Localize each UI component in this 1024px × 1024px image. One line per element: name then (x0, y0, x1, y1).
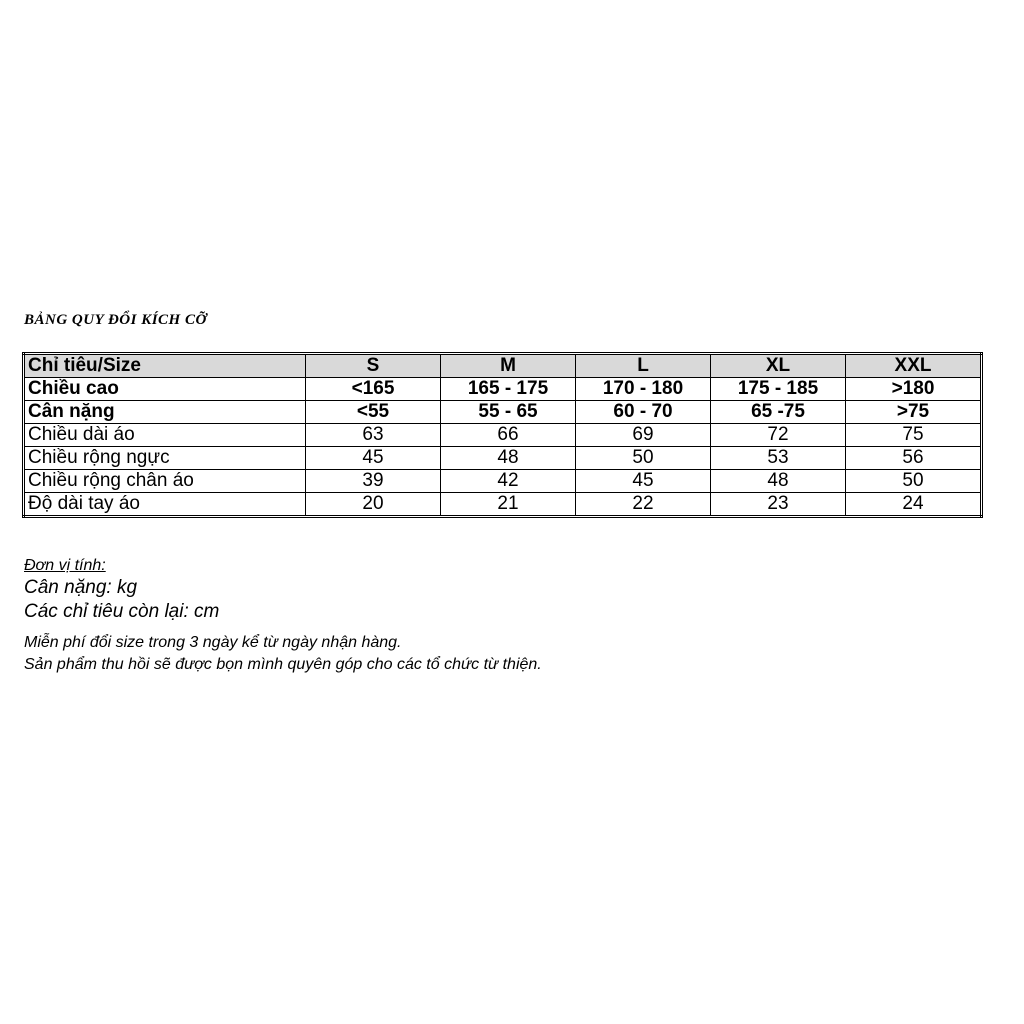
size-chart-table (22, 352, 983, 518)
table-cell: <55 (306, 401, 441, 424)
table-cell: 60 - 70 (576, 401, 711, 424)
table-cell: >180 (846, 378, 982, 401)
table-cell: 24 (846, 493, 982, 517)
notes-section (24, 556, 542, 676)
table-cell: 56 (846, 447, 982, 470)
table-cell: 23 (711, 493, 846, 517)
header-cell-label: Chỉ tiêu/Size (24, 354, 306, 378)
row-label: Chiều cao (24, 378, 306, 401)
table-cell: 175 - 185 (711, 378, 846, 401)
table-cell: 66 (441, 424, 576, 447)
header-cell-xxl: XXL (846, 354, 982, 378)
table-row-weight (24, 401, 982, 424)
table-cell: 75 (846, 424, 982, 447)
table-row-hem-width (24, 470, 982, 493)
table-cell: <165 (306, 378, 441, 401)
table-cell: 45 (576, 470, 711, 493)
row-label: Chiều rộng ngực (24, 447, 306, 470)
table-cell: 65 -75 (711, 401, 846, 424)
table-cell: 55 - 65 (441, 401, 576, 424)
table-cell: 48 (711, 470, 846, 493)
header-cell-m: M (441, 354, 576, 378)
row-label: Cân nặng (24, 401, 306, 424)
table-cell: 69 (576, 424, 711, 447)
table-cell: 21 (441, 493, 576, 517)
table-cell: 39 (306, 470, 441, 493)
table-cell: 63 (306, 424, 441, 447)
table-cell: 72 (711, 424, 846, 447)
table-cell: 165 - 175 (441, 378, 576, 401)
row-label: Chiều dài áo (24, 424, 306, 447)
table-cell: 53 (711, 447, 846, 470)
note-exchange: Miễn phí đổi size trong 3 ngày kể từ ngày nhận hàng. (24, 634, 402, 651)
header-cell-l: L (576, 354, 711, 378)
table-header-row (24, 354, 982, 378)
page-title: BẢNG QUY ĐỔI KÍCH CỠ (24, 312, 207, 328)
table-cell: 42 (441, 470, 576, 493)
row-label: Chiều rộng chân áo (24, 470, 306, 493)
table-cell: 50 (846, 470, 982, 493)
table-cell: >75 (846, 401, 982, 424)
table-cell: 170 - 180 (576, 378, 711, 401)
table-row-shirt-length (24, 424, 982, 447)
table-row-chest-width (24, 447, 982, 470)
table-cell: 48 (441, 447, 576, 470)
table-row-height (24, 378, 982, 401)
units-weight: Cân nặng: kg (24, 577, 138, 598)
row-label: Độ dài tay áo (24, 493, 306, 517)
units-others: Các chỉ tiêu còn lại: cm (24, 601, 220, 622)
table-cell: 20 (306, 493, 441, 517)
note-donation: Sản phẩm thu hồi sẽ được bọn mình quyên góp cho các tổ chức từ thiện. (24, 656, 542, 673)
table-cell: 50 (576, 447, 711, 470)
units-heading: Đơn vị tính: (24, 557, 106, 574)
table-row-sleeve-length (24, 493, 982, 517)
header-cell-xl: XL (711, 354, 846, 378)
table-cell: 45 (306, 447, 441, 470)
notes-gap (24, 624, 542, 632)
table-cell: 22 (576, 493, 711, 517)
header-cell-s: S (306, 354, 441, 378)
